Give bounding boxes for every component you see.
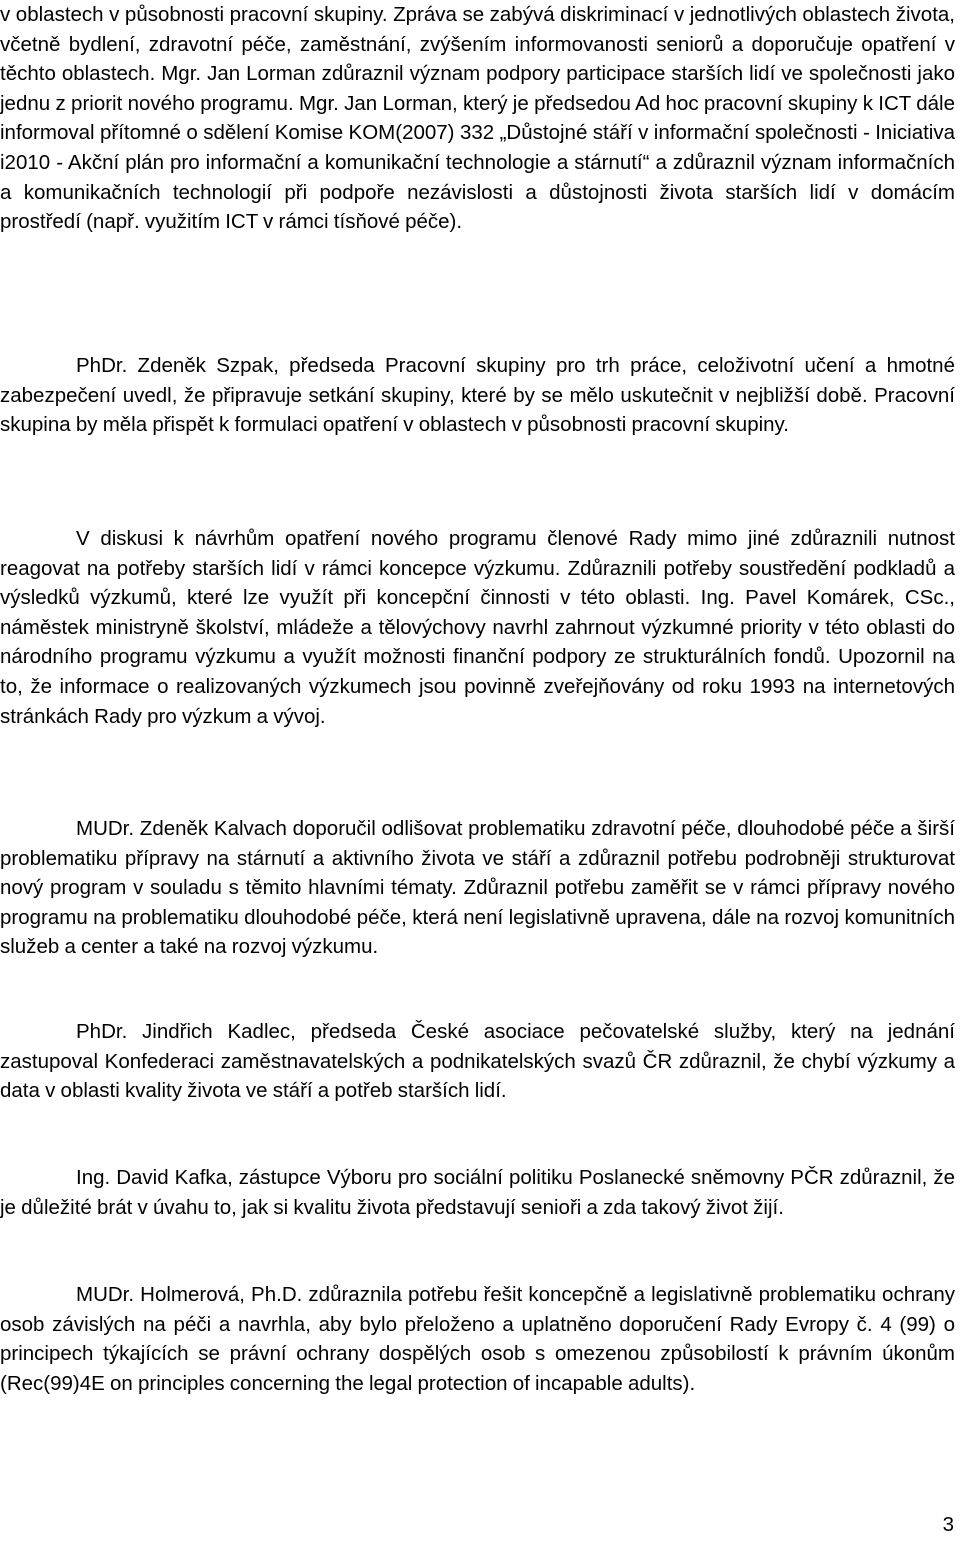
paragraph-kafka: Ing. David Kafka, zástupce Výboru pro sociální politiku Poslanecké sněmovny PČR zdůraznil, že je důležité brát v úvahu to, jak si kvalitu života představují senioři a zda takový život žijí. — [0, 1166, 955, 1219]
paragraph-szpak: PhDr. Zdeněk Szpak, předseda Pracovní skupiny pro trh práce, celoživotní učení a hmotné zabezpečení uvedl, že připravuje setkání skupiny, které by se mělo uskutečnit v nejbližší době. Pracovní skupina by měla přispět k formulaci opatření v oblastech v působnosti pracovní skupiny. — [0, 354, 955, 437]
paragraph-holmerova: MUDr. Holmerová, Ph.D. zdůraznila potřebu řešit koncepčně a legislativně problematiku ochrany osob závislých na péči a navrhla, aby bylo přeloženo a uplatněno doporučení Rady Evropy č. 4 (99) o principech týkajících se právní ochrany dospělých osob s omezenou způsobilostí k právním úkonům (Rec(99)4E on principles concerning the legal protection of incapable adults). — [0, 1283, 955, 1395]
paragraph-discussion-komarek: V diskusi k návrhům opatření nového programu členové Rady mimo jiné zdůraznili nutnost reagovat na potřeby starších lidí v rámci koncepce výzkumu. Zdůraznili potřeby soustředění podkladů a výsledků výzkumů, které lze využít při koncepční činnosti v této oblasti. Ing. Pavel Komárek, CSc., náměstek ministryně školství, mládeže a tělovýchovy navrhl zahrnout výzkumné priority v této oblasti do národního programu výzkumu a využít možnosti finanční podpory ze strukturálních fondů. Upozornil na to, že informace o realizovaných výzkumech jsou povinně zveřejňovány od roku 1993 na internetových stránkách Rady pro výzkum a vývoj. — [0, 527, 955, 728]
paragraph-kadlec: PhDr. Jindřich Kadlec, předseda České asociace pečovatelské služby, který na jednání zastupoval Konfederaci zaměstnavatelských a podnikatelských svazů ČR zdůraznil, že chybí výzkumy a data v oblasti kvality života ve stáří a potřeb starších lidí. — [0, 1020, 955, 1103]
paragraph-kalvach: MUDr. Zdeněk Kalvach doporučil odlišovat problematiku zdravotní péče, dlouhodobé péče a širší problematiku přípravy na stárnutí a aktivního života ve stáří a zdůraznil potřebu podrobněji strukturovat nový program v souladu s těmito hlavními tématy. Zdůraznil potřebu zaměřit se v rámci přípravy nového programu na problematiku dlouhodobé péče, která není legislativně upravena, dále na rozvoj komunitních služeb a center a také na rozvoj výzkumu. — [0, 817, 955, 959]
paragraph-lorman-report: v oblastech v působnosti pracovní skupiny. Zpráva se zabývá diskriminací v jednotlivých oblastech života, včetně bydlení, zdravotní péče, zaměstnání, zvýšením informovanosti seniorů a doporučuje opatření v těchto oblastech. Mgr. Jan Lorman zdůraznil význam podpory participace starších lidí ve společnosti jako jednu z priorit nového programu. Mgr. Jan Lorman, který je předsedou Ad hoc pracovní skupiny k ICT dále informoval přítomné o sdělení Komise KOM(2007) 332 „Důstojné stáří v informační společnosti - Iniciativa i2010 - Akční plán pro informační a komunikační technologie a stárnutí“ a zdůraznil význam informačních a komunikačních technologií při podpoře nezávislosti a důstojnosti života starších lidí v domácím prostředí (např. využitím ICT v rámci tísňové péče). — [0, 3, 955, 234]
page-number: 3 — [942, 1513, 954, 1536]
